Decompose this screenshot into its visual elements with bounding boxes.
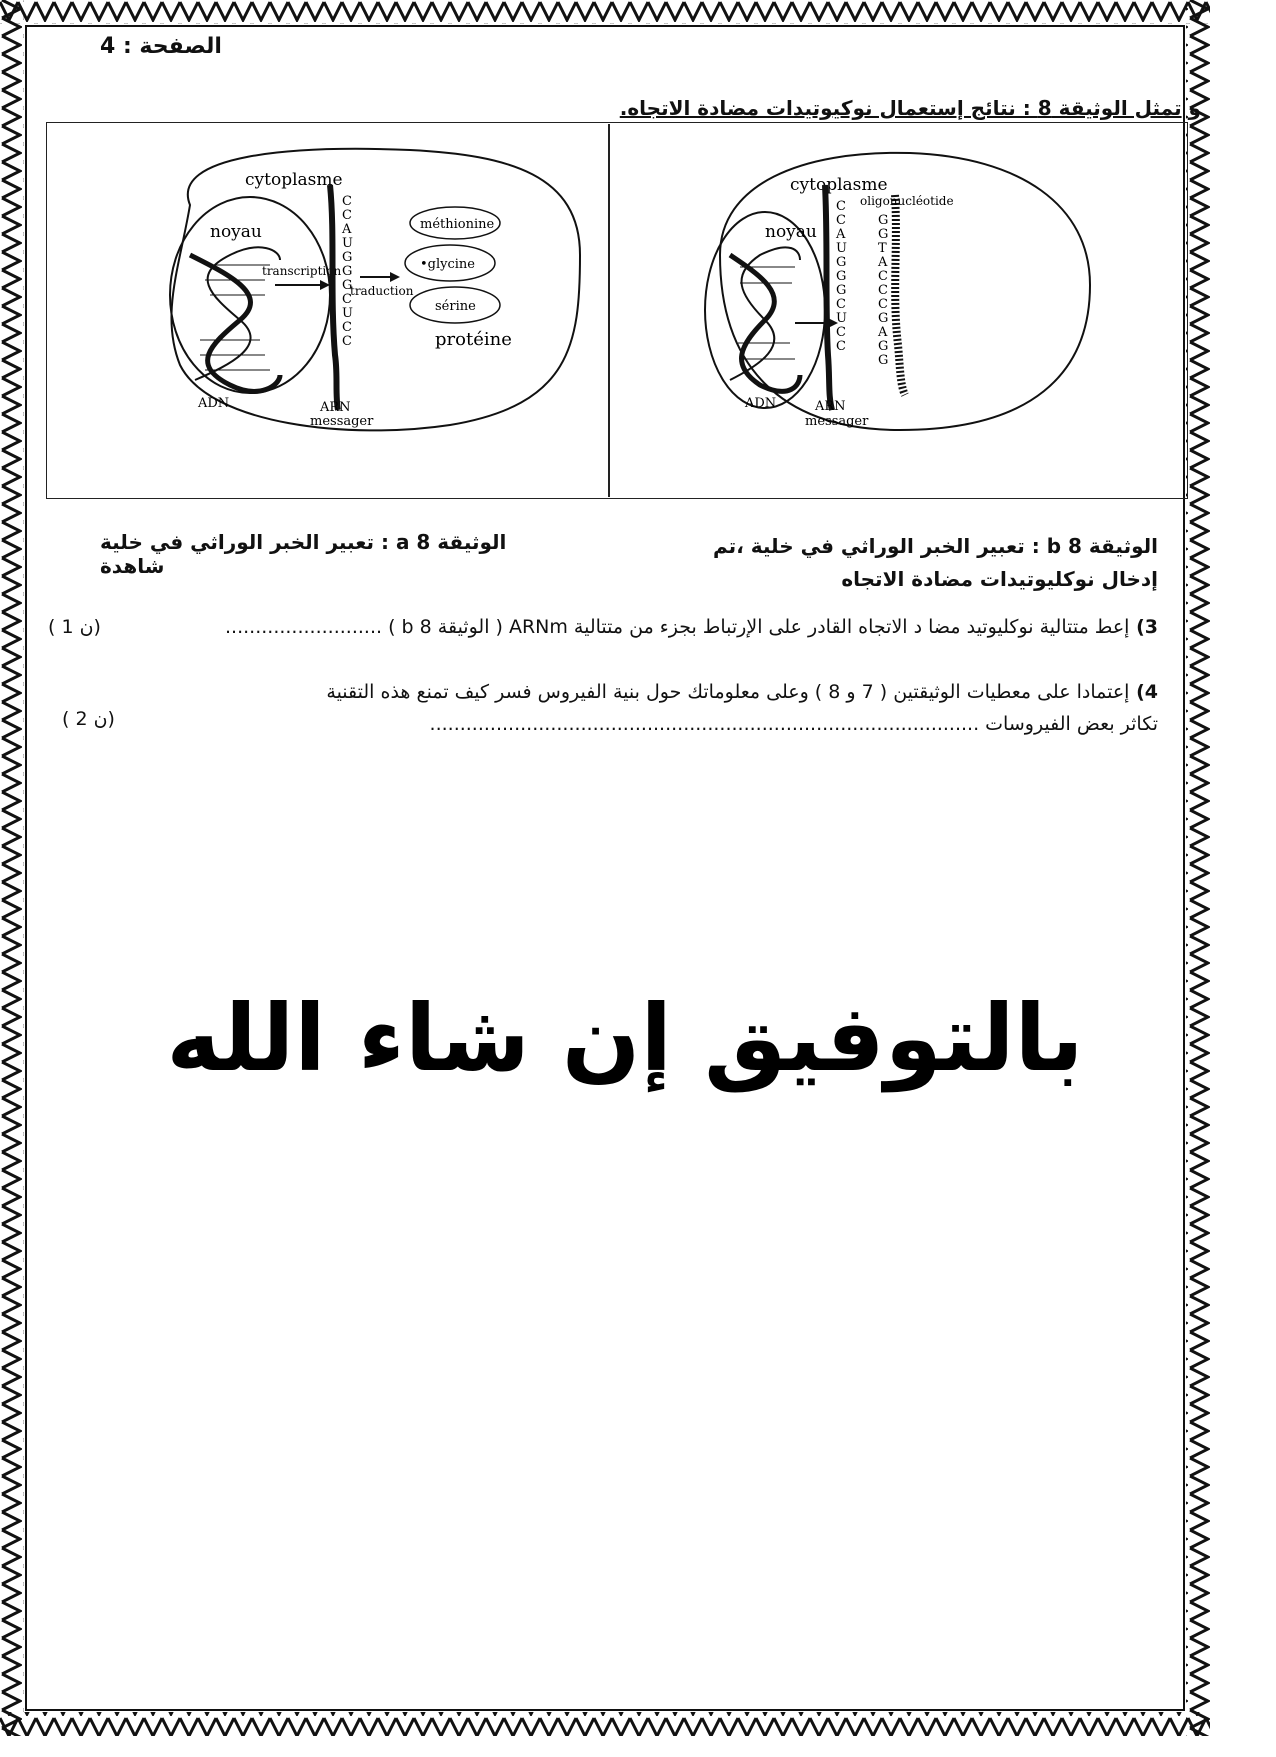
page-number: الصفحة : 4 <box>100 34 222 59</box>
base-2: C <box>836 213 846 228</box>
protein-label: protéine <box>435 329 512 350</box>
oligo-base-7: C <box>878 297 888 312</box>
base-1: C <box>342 194 352 209</box>
mrna-label: ARN <box>320 400 351 415</box>
base-8: C <box>342 292 352 307</box>
document-intro <box>620 96 1201 120</box>
figure-divider <box>608 124 610 497</box>
question-4-line1: إعتمادا على معطيات الوثيقتين ( 7 و 8 ) وعلى معلوماتك حول بنية الفيروس فسر كيف تمنع هذه التقنية <box>326 681 1130 703</box>
cytoplasm-label: cytoplasme <box>245 170 343 190</box>
oligo-base-5: C <box>878 269 888 284</box>
oligo-base-11: G <box>878 353 889 368</box>
base-5: G <box>342 250 353 265</box>
oligo-base-9: A <box>878 325 888 340</box>
base-9: U <box>342 306 353 321</box>
oligo-base-6: C <box>878 283 888 298</box>
question-4-grade: ( 2 ن) <box>62 708 115 730</box>
oligo-base-2: G <box>878 227 889 242</box>
dna-helix <box>730 247 800 391</box>
base-5: G <box>836 255 847 270</box>
amino-acid-2-label: •glycine <box>420 257 475 272</box>
question-4-number: 4) <box>1129 681 1158 703</box>
base-11: C <box>836 339 846 354</box>
base-9: U <box>836 311 847 326</box>
caption-8b <box>688 530 1158 596</box>
base-2: C <box>342 208 352 223</box>
caption-8a: الوثيقة 8 a : تعبير الخبر الوراثي في خلية شاهدة <box>100 530 507 578</box>
nucleus-label: noyau <box>210 222 262 242</box>
mrna-label: ARN <box>815 399 846 414</box>
oligo-base-3: T <box>878 241 887 256</box>
mrna-label-2: messager <box>805 414 869 429</box>
closing-text: بالتوفيق إن شاء الله <box>166 985 1084 1092</box>
base-11: C <box>342 334 352 349</box>
translation-arrowhead <box>390 272 400 282</box>
question-3-grade: ( 1 ن) <box>48 616 101 638</box>
base-4: U <box>836 241 847 256</box>
base-6: G <box>342 264 353 279</box>
oligo-base-4: A <box>878 255 888 270</box>
base-8: C <box>836 297 846 312</box>
dna-label: ADN <box>198 396 230 411</box>
question-3-number: 3) <box>1129 616 1158 638</box>
caption-8b-line1: الوثيقة 8 b : تعبير الخبر الوراثي في خلية ،تم <box>713 534 1158 558</box>
intro-prefix: و <box>1181 96 1201 120</box>
figure-8b <box>700 145 1100 445</box>
base-6: G <box>836 269 847 284</box>
base-10: C <box>836 325 846 340</box>
intro-text: تمثل الوثيقة 8 : نتائج إستعمال نوكيوتيدات مضادة الاتجاه. <box>619 96 1182 120</box>
base-4: U <box>342 236 353 251</box>
mrna-label-2: messager <box>310 414 374 429</box>
nucleus-label: noyau <box>765 222 817 242</box>
question-3 <box>225 616 1158 638</box>
question-4 <box>326 676 1158 740</box>
amino-acid-3-label: sérine <box>435 299 476 314</box>
cytoplasm-label: cytoplasme <box>790 175 888 195</box>
dna-label: ADN <box>745 396 777 411</box>
question-3-text: إعط متتالية نوكليوتيد مضا د الاتجاه القادر على الإرتباط بجزء من متتالية ARNm ( الوثيقة 8 b ) .......................... <box>225 616 1130 638</box>
base-3: A <box>836 227 846 242</box>
oligonucleotide-strand <box>895 195 905 395</box>
oligo-base-10: G <box>878 339 889 354</box>
closing-message <box>60 955 1190 1105</box>
translation-label: traduction <box>350 284 414 298</box>
base-10: C <box>342 320 352 335</box>
base-7: G <box>836 283 847 298</box>
amino-acid-1-label: méthionine <box>420 217 495 232</box>
question-4-line2: تكاثر بعض الفيروسات ........................................................................................... <box>429 713 1158 735</box>
mrna-sequence <box>341 194 353 349</box>
transcription-label: transcription <box>262 264 342 278</box>
oligo-base-1: G <box>878 213 889 228</box>
mrna-strand <box>825 185 832 410</box>
base-3: A <box>342 222 352 237</box>
mrna-sequence <box>835 199 847 354</box>
base-1: C <box>836 199 846 214</box>
figure-8a <box>150 145 590 445</box>
mrna-strand <box>330 185 338 410</box>
antisense-sequence <box>877 213 888 368</box>
oligo-base-8: G <box>878 311 889 326</box>
base-7: G <box>342 278 353 293</box>
oligonucleotide-label: oligonucléotide <box>860 194 954 208</box>
caption-8b-line2: إدخال نوكليوتيدات مضادة الاتجاه <box>841 567 1158 591</box>
